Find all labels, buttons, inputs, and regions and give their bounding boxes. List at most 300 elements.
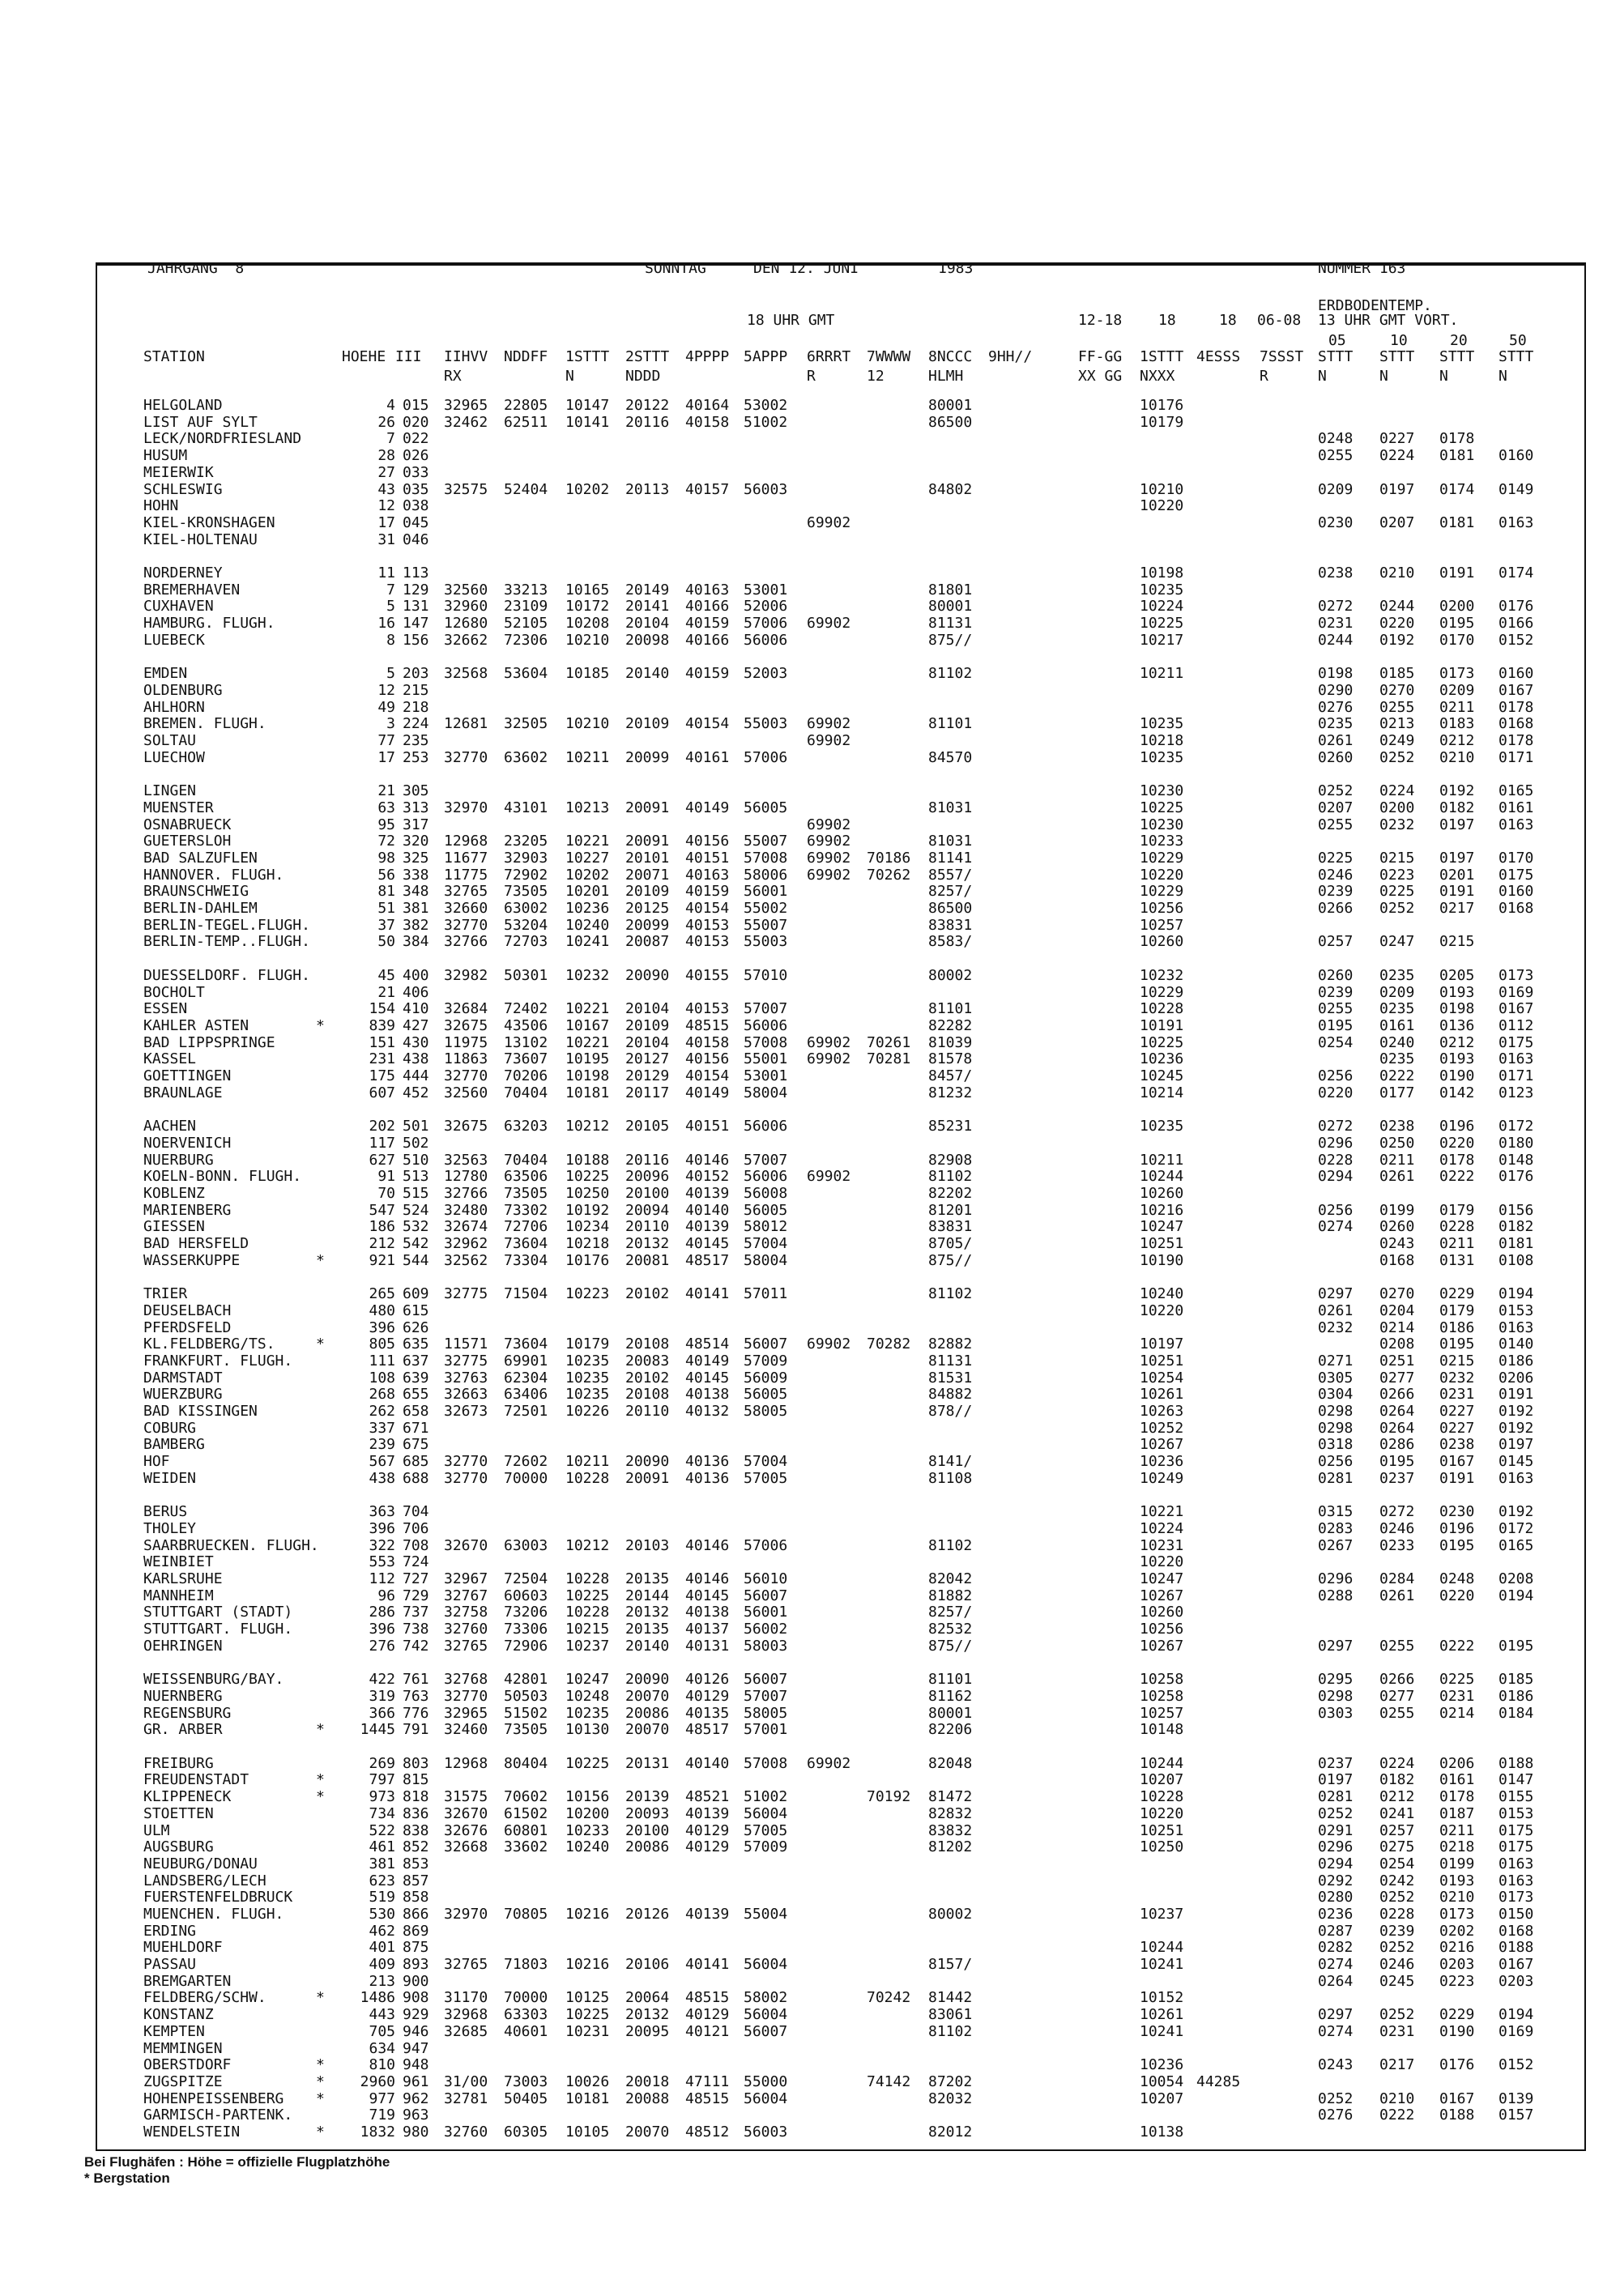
iihvv: 32770 (444, 917, 488, 934)
pressure-4pppp: 40153 (685, 917, 730, 934)
station-name: LUEBECK (143, 632, 205, 649)
nddff: 70206 (504, 1067, 548, 1084)
pressure-4pppp: 40157 (685, 481, 730, 498)
soil-10: 0261 (1379, 1587, 1415, 1604)
temp-2sttt: 20090 (625, 1453, 670, 1470)
elevation: 553 (369, 1553, 395, 1570)
nddff: 23205 (504, 833, 548, 850)
soil-50: 0139 (1498, 2090, 1534, 2107)
mountain-mark: * (316, 2123, 325, 2141)
soil-05: 0283 (1318, 1520, 1354, 1537)
column-subheader: HLMH (928, 368, 964, 385)
soil-05: 0261 (1318, 1302, 1354, 1319)
cloud-8nccc: 81102 (928, 2023, 973, 2040)
mountain-mark: * (316, 1335, 325, 1352)
soil-05: 0304 (1318, 1386, 1354, 1403)
pressure-4pppp: 40136 (685, 1453, 730, 1470)
pressure-4pppp: 40163 (685, 867, 730, 884)
depth-label: 10 (1390, 332, 1408, 349)
station-id: 131 (403, 598, 429, 615)
temp-max-18: 10263 (1140, 1403, 1184, 1420)
temp-2sttt: 20132 (625, 1604, 670, 1621)
station-name: OLDENBURG (143, 682, 223, 699)
soil-05: 0238 (1318, 564, 1354, 581)
soil-10: 0197 (1379, 481, 1415, 498)
pressure-4pppp: 40152 (685, 1168, 730, 1185)
cloud-8nccc: 81108 (928, 1470, 973, 1487)
soil-10: 0217 (1379, 2056, 1415, 2073)
temp-1sttt: 10225 (565, 2006, 610, 2023)
soil-50: 0169 (1498, 984, 1534, 1001)
nddff: 73604 (504, 1335, 548, 1352)
station-id: 776 (403, 1705, 429, 1722)
soil-50: 0185 (1498, 1671, 1534, 1688)
elevation: 7 (386, 581, 395, 598)
temp-max-18: 10244 (1140, 1939, 1184, 1956)
precip-6rrrt: 69902 (807, 732, 851, 749)
temp-1sttt: 10105 (565, 2123, 610, 2141)
soil-20: 0197 (1439, 816, 1475, 833)
tendency-5appp: 58005 (744, 1403, 788, 1420)
temp-2sttt: 20070 (625, 1688, 670, 1705)
temp-1sttt: 10221 (565, 1034, 610, 1051)
soil-20: 0222 (1439, 1168, 1475, 1185)
temp-2sttt: 20091 (625, 833, 670, 850)
tendency-5appp: 57011 (744, 1285, 788, 1302)
soil-05: 0207 (1318, 799, 1354, 816)
temp-1sttt: 10210 (565, 632, 610, 649)
iihvv: 32960 (444, 598, 488, 615)
nddff: 72501 (504, 1403, 548, 1420)
tendency-5appp: 57008 (744, 1755, 788, 1772)
elevation: 839 (369, 1017, 395, 1034)
elevation: 4 (386, 397, 395, 414)
temp-1sttt: 10216 (565, 1956, 610, 1973)
soil-10: 0252 (1379, 900, 1415, 917)
soil-10: 0270 (1379, 1285, 1415, 1302)
cloud-8nccc: 81578 (928, 1050, 973, 1067)
temp-max-18: 10261 (1140, 1386, 1184, 1403)
station-name: FREIBURG (143, 1755, 214, 1772)
soil-50: 0181 (1498, 1235, 1534, 1252)
tendency-5appp: 58003 (744, 1638, 788, 1655)
elevation: 719 (369, 2106, 395, 2123)
tendency-5appp: 52003 (744, 665, 788, 682)
iihvv: 32760 (444, 2123, 488, 2141)
column-subheader: N (1498, 368, 1507, 385)
mountain-mark: * (316, 1252, 325, 1269)
precip-6rrrt: 69902 (807, 1335, 851, 1352)
nddff: 72402 (504, 1000, 548, 1017)
temp-2sttt: 20094 (625, 1202, 670, 1219)
soil-10: 0277 (1379, 1688, 1415, 1705)
soil-20: 0202 (1439, 1923, 1475, 1940)
elevation: 37 (377, 917, 395, 934)
soil-20: 0211 (1439, 1235, 1475, 1252)
tendency-5appp: 56006 (744, 632, 788, 649)
temp-1sttt: 10234 (565, 1218, 610, 1235)
soil-20: 0225 (1439, 1671, 1475, 1688)
station-name: KIEL-HOLTENAU (143, 531, 258, 548)
right-label: 13 UHR GMT VORT. (1318, 312, 1459, 329)
station-id: 946 (403, 2023, 429, 2040)
soil-20: 0230 (1439, 1503, 1475, 1520)
iihvv: 11975 (444, 1034, 488, 1051)
pressure-4pppp: 40156 (685, 1050, 730, 1067)
soil-50: 0170 (1498, 850, 1534, 867)
soil-10: 0232 (1379, 816, 1415, 833)
cloud-8nccc: 81131 (928, 615, 973, 632)
station-id: 218 (403, 699, 429, 716)
soil-05: 0256 (1318, 1067, 1354, 1084)
soil-50: 0208 (1498, 1570, 1534, 1587)
nddff: 60603 (504, 1587, 548, 1604)
soil-10: 0240 (1379, 1034, 1415, 1051)
cloud-8nccc: 875// (928, 1252, 973, 1269)
pressure-4pppp: 40164 (685, 397, 730, 414)
station-id: 866 (403, 1906, 429, 1923)
soil-10: 0252 (1379, 1939, 1415, 1956)
cloud-8nccc: 875// (928, 1638, 973, 1655)
temp-max-18: 10218 (1140, 732, 1184, 749)
temp-2sttt: 20141 (625, 598, 670, 615)
tendency-5appp: 56007 (744, 1671, 788, 1688)
tendency-5appp: 57009 (744, 1838, 788, 1855)
cloud-8nccc: 81202 (928, 1838, 973, 1855)
nddff: 62304 (504, 1370, 548, 1387)
station-id: 320 (403, 833, 429, 850)
weather-7wwww: 74142 (867, 2073, 911, 2090)
station-name: HELGOLAND (143, 397, 223, 414)
tendency-5appp: 55000 (744, 2073, 788, 2090)
iihvv: 32675 (444, 1017, 488, 1034)
soil-20: 0186 (1439, 1319, 1475, 1336)
elevation: 1445 (360, 1721, 395, 1738)
soil-50: 0191 (1498, 1386, 1534, 1403)
elevation: 396 (369, 1621, 395, 1638)
temp-2sttt: 20071 (625, 867, 670, 884)
soil-20: 0187 (1439, 1805, 1475, 1822)
soil-50: 0152 (1498, 2056, 1534, 2073)
soil-10: 0237 (1379, 1470, 1415, 1487)
elevation: 50 (377, 933, 395, 950)
temp-1sttt: 10202 (565, 867, 610, 884)
station-id: 410 (403, 1000, 429, 1017)
soil-20: 0231 (1439, 1386, 1475, 1403)
temp-max-18: 10244 (1140, 1755, 1184, 1772)
temp-1sttt: 10216 (565, 1906, 610, 1923)
temp-max-18: 10211 (1140, 665, 1184, 682)
soil-10: 0255 (1379, 1638, 1415, 1655)
soil-50: 0192 (1498, 1503, 1534, 1520)
soil-10: 0223 (1379, 867, 1415, 884)
soil-10: 0200 (1379, 799, 1415, 816)
nddff: 32505 (504, 715, 548, 732)
soil-10: 0247 (1379, 933, 1415, 950)
elevation: 56 (377, 867, 395, 884)
iihvv: 32462 (444, 414, 488, 431)
soil-05: 0274 (1318, 2023, 1354, 2040)
mountain-mark: * (316, 1017, 325, 1034)
soil-20: 0195 (1439, 1335, 1475, 1352)
soil-50: 0166 (1498, 615, 1534, 632)
soil-20: 0232 (1439, 1370, 1475, 1387)
temp-1sttt: 10195 (565, 1050, 610, 1067)
column-subheader: 12 (867, 368, 885, 385)
pressure-4pppp: 40163 (685, 581, 730, 598)
soil-05: 0255 (1318, 447, 1354, 464)
temp-1sttt: 10241 (565, 933, 610, 950)
soil-20: 0210 (1439, 1889, 1475, 1906)
soil-05: 0305 (1318, 1370, 1354, 1387)
tendency-5appp: 57007 (744, 1688, 788, 1705)
station-name: FREUDENSTADT (143, 1771, 249, 1788)
tendency-5appp: 56006 (744, 1118, 788, 1135)
soil-20: 0181 (1439, 447, 1475, 464)
cloud-8nccc: 8157/ (928, 1956, 973, 1973)
tendency-5appp: 52006 (744, 598, 788, 615)
column-header: 1STTT (565, 348, 610, 365)
pressure-4pppp: 40159 (685, 615, 730, 632)
tendency-5appp: 55007 (744, 917, 788, 934)
temp-max-18: 10214 (1140, 1084, 1184, 1101)
nddff: 73206 (504, 1604, 548, 1621)
elevation: 973 (369, 1788, 395, 1805)
station-name: CUXHAVEN (143, 598, 214, 615)
soil-50: 0163 (1498, 1050, 1534, 1067)
station-name: AUGSBURG (143, 1838, 214, 1855)
iihvv: 32480 (444, 1202, 488, 1219)
right-label: 06-08 (1257, 312, 1302, 329)
station-name: PFERDSFELD (143, 1319, 232, 1336)
station-name: KEMPTEN (143, 2023, 205, 2040)
cloud-8nccc: 81882 (928, 1587, 973, 1604)
station-name: LIST AUF SYLT (143, 414, 258, 431)
soil-10: 0266 (1379, 1671, 1415, 1688)
nddff: 63003 (504, 1537, 548, 1554)
soil-20: 0178 (1439, 430, 1475, 447)
station-name: HUSUM (143, 447, 188, 464)
weather-7wwww: 70242 (867, 1989, 911, 2006)
temp-1sttt: 10225 (565, 1587, 610, 1604)
soil-10: 0277 (1379, 1370, 1415, 1387)
soil-20: 0195 (1439, 1537, 1475, 1554)
soil-10: 0227 (1379, 430, 1415, 447)
soil-10: 0212 (1379, 1788, 1415, 1805)
soil-10: 0222 (1379, 1067, 1415, 1084)
soil-50: 0167 (1498, 682, 1534, 699)
pressure-4pppp: 40145 (685, 1370, 730, 1387)
soil-50: 0156 (1498, 1202, 1534, 1219)
iihvv: 11571 (444, 1335, 488, 1352)
soil-20: 0176 (1439, 2056, 1475, 2073)
precip-6rrrt: 69902 (807, 1168, 851, 1185)
station-id: 738 (403, 1621, 429, 1638)
temp-max-18: 10252 (1140, 1420, 1184, 1437)
column-header: IIHVV (444, 348, 488, 365)
temp-2sttt: 20098 (625, 632, 670, 649)
station-name: MUENCHEN. FLUGH. (143, 1906, 284, 1923)
station-name: MEMMINGEN (143, 2040, 223, 2057)
cloud-8nccc: 82882 (928, 1335, 973, 1352)
soil-05: 0296 (1318, 1135, 1354, 1152)
elevation: 623 (369, 1872, 395, 1889)
pressure-4pppp: 40156 (685, 833, 730, 850)
column-subheader: NDDD (625, 368, 661, 385)
nddff: 73607 (504, 1050, 548, 1067)
iihvv: 32568 (444, 665, 488, 682)
elevation: 409 (369, 1956, 395, 1973)
elevation: 111 (369, 1352, 395, 1370)
nddff: 53604 (504, 665, 548, 682)
cloud-8nccc: 81031 (928, 833, 973, 850)
cloud-8nccc: 82206 (928, 1721, 973, 1738)
temp-max-18: 10152 (1140, 1989, 1184, 2006)
date: DEN 12. JUNI (753, 260, 859, 277)
temp-1sttt: 10208 (565, 615, 610, 632)
cloud-8nccc: 81102 (928, 1168, 973, 1185)
cloud-8nccc: 83061 (928, 2006, 973, 2023)
temp-2sttt: 20100 (625, 1185, 670, 1202)
tendency-5appp: 58002 (744, 1989, 788, 2006)
soil-50: 0167 (1498, 1956, 1534, 1973)
nddff: 73304 (504, 1252, 548, 1269)
cloud-8nccc: 81101 (928, 1000, 973, 1017)
pressure-4pppp: 40131 (685, 1638, 730, 1655)
station-name: ZUGSPITZE (143, 2073, 223, 2090)
soil-10: 0168 (1379, 1252, 1415, 1269)
pressure-4pppp: 40139 (685, 1906, 730, 1923)
temp-2sttt: 20102 (625, 1370, 670, 1387)
temp-max-18: 10179 (1140, 414, 1184, 431)
cloud-8nccc: 84882 (928, 1386, 973, 1403)
elevation: 322 (369, 1537, 395, 1554)
soil-10: 0242 (1379, 1872, 1415, 1889)
temp-1sttt: 10227 (565, 850, 610, 867)
soil-05: 0274 (1318, 1218, 1354, 1235)
station-name: STOETTEN (143, 1805, 214, 1822)
soil-20: 0193 (1439, 1050, 1475, 1067)
station-id: 963 (403, 2106, 429, 2123)
station-name: ERDING (143, 1923, 197, 1940)
pressure-4pppp: 40129 (685, 1822, 730, 1839)
station-id: 381 (403, 900, 429, 917)
temp-max-18: 10267 (1140, 1436, 1184, 1453)
soil-10: 0249 (1379, 732, 1415, 749)
station-id: 962 (403, 2090, 429, 2107)
soil-05: 0260 (1318, 967, 1354, 984)
station-name: WEINBIET (143, 1553, 214, 1570)
elevation: 2960 (360, 2073, 395, 2090)
soil-20: 0215 (1439, 1352, 1475, 1370)
temp-2sttt: 20109 (625, 1017, 670, 1034)
soil-05: 0274 (1318, 1956, 1354, 1973)
iihvv: 32758 (444, 1604, 488, 1621)
soil-20: 0216 (1439, 1939, 1475, 1956)
temp-max-18: 10220 (1140, 867, 1184, 884)
soil-20: 0195 (1439, 615, 1475, 632)
iihvv: 32965 (444, 397, 488, 414)
soil-50: 0188 (1498, 1755, 1534, 1772)
elevation: 269 (369, 1755, 395, 1772)
temp-1sttt: 10250 (565, 1185, 610, 1202)
temp-max-18: 10191 (1140, 1017, 1184, 1034)
pressure-4pppp: 40139 (685, 1218, 730, 1235)
soil-50: 0171 (1498, 1067, 1534, 1084)
nddff: 70602 (504, 1788, 548, 1805)
soil-50: 0188 (1498, 1939, 1534, 1956)
station-name: BOCHOLT (143, 984, 205, 1001)
station-name: NUERBURG (143, 1152, 214, 1169)
cloud-8nccc: 8257/ (928, 1604, 973, 1621)
tendency-5appp: 58012 (744, 1218, 788, 1235)
temp-max-18: 10244 (1140, 1168, 1184, 1185)
station-id: 046 (403, 531, 429, 548)
soil-20: 0212 (1439, 1034, 1475, 1051)
pressure-4pppp: 40161 (685, 749, 730, 766)
precip-6rrrt: 69902 (807, 715, 851, 732)
soil-10: 0235 (1379, 967, 1415, 984)
temp-1sttt: 10213 (565, 799, 610, 816)
soil-20: 0227 (1439, 1420, 1475, 1437)
station-name: HOHN (143, 497, 179, 514)
temp-1sttt: 10198 (565, 1067, 610, 1084)
station-id: 852 (403, 1838, 429, 1855)
nddff: 63002 (504, 900, 548, 917)
nddff: 71803 (504, 1956, 548, 1973)
elevation: 337 (369, 1420, 395, 1437)
temp-max-18: 10235 (1140, 749, 1184, 766)
nddff: 33602 (504, 1838, 548, 1855)
weather-7wwww: 70282 (867, 1335, 911, 1352)
elevation: 43 (377, 481, 395, 498)
elevation: 443 (369, 2006, 395, 2023)
nddff: 63203 (504, 1118, 548, 1135)
station-id: 815 (403, 1771, 429, 1788)
elevation: 72 (377, 833, 395, 850)
temp-max-18: 10225 (1140, 799, 1184, 816)
iihvv: 32673 (444, 1403, 488, 1420)
station-name: NORDERNEY (143, 564, 223, 581)
temp-2sttt: 20126 (625, 1906, 670, 1923)
temp-1sttt: 10181 (565, 1084, 610, 1101)
temp-2sttt: 20102 (625, 1285, 670, 1302)
soil-10: 0214 (1379, 1319, 1415, 1336)
temp-max-18: 10211 (1140, 1152, 1184, 1169)
station-id: 348 (403, 883, 429, 900)
station-id: 685 (403, 1453, 429, 1470)
soil-50: 0172 (1498, 1520, 1534, 1537)
pressure-4pppp: 48517 (685, 1721, 730, 1738)
station-id: 325 (403, 850, 429, 867)
temp-1sttt: 10228 (565, 1570, 610, 1587)
cloud-8nccc: 81102 (928, 1537, 973, 1554)
station-id: 688 (403, 1470, 429, 1487)
temp-1sttt: 10237 (565, 1638, 610, 1655)
station-id: 400 (403, 967, 429, 984)
temp-2sttt: 20117 (625, 1084, 670, 1101)
temp-max-18: 10232 (1140, 967, 1184, 984)
column-subheader: R (1260, 368, 1268, 385)
nddff: 61502 (504, 1805, 548, 1822)
station-name: HANNOVER. FLUGH. (143, 867, 284, 884)
tendency-5appp: 55004 (744, 1906, 788, 1923)
tendency-5appp: 56001 (744, 1604, 788, 1621)
cloud-8nccc: 82042 (928, 1570, 973, 1587)
soil-10: 0228 (1379, 1906, 1415, 1923)
soil-20: 0131 (1439, 1252, 1475, 1269)
soil-10: 0243 (1379, 1235, 1415, 1252)
